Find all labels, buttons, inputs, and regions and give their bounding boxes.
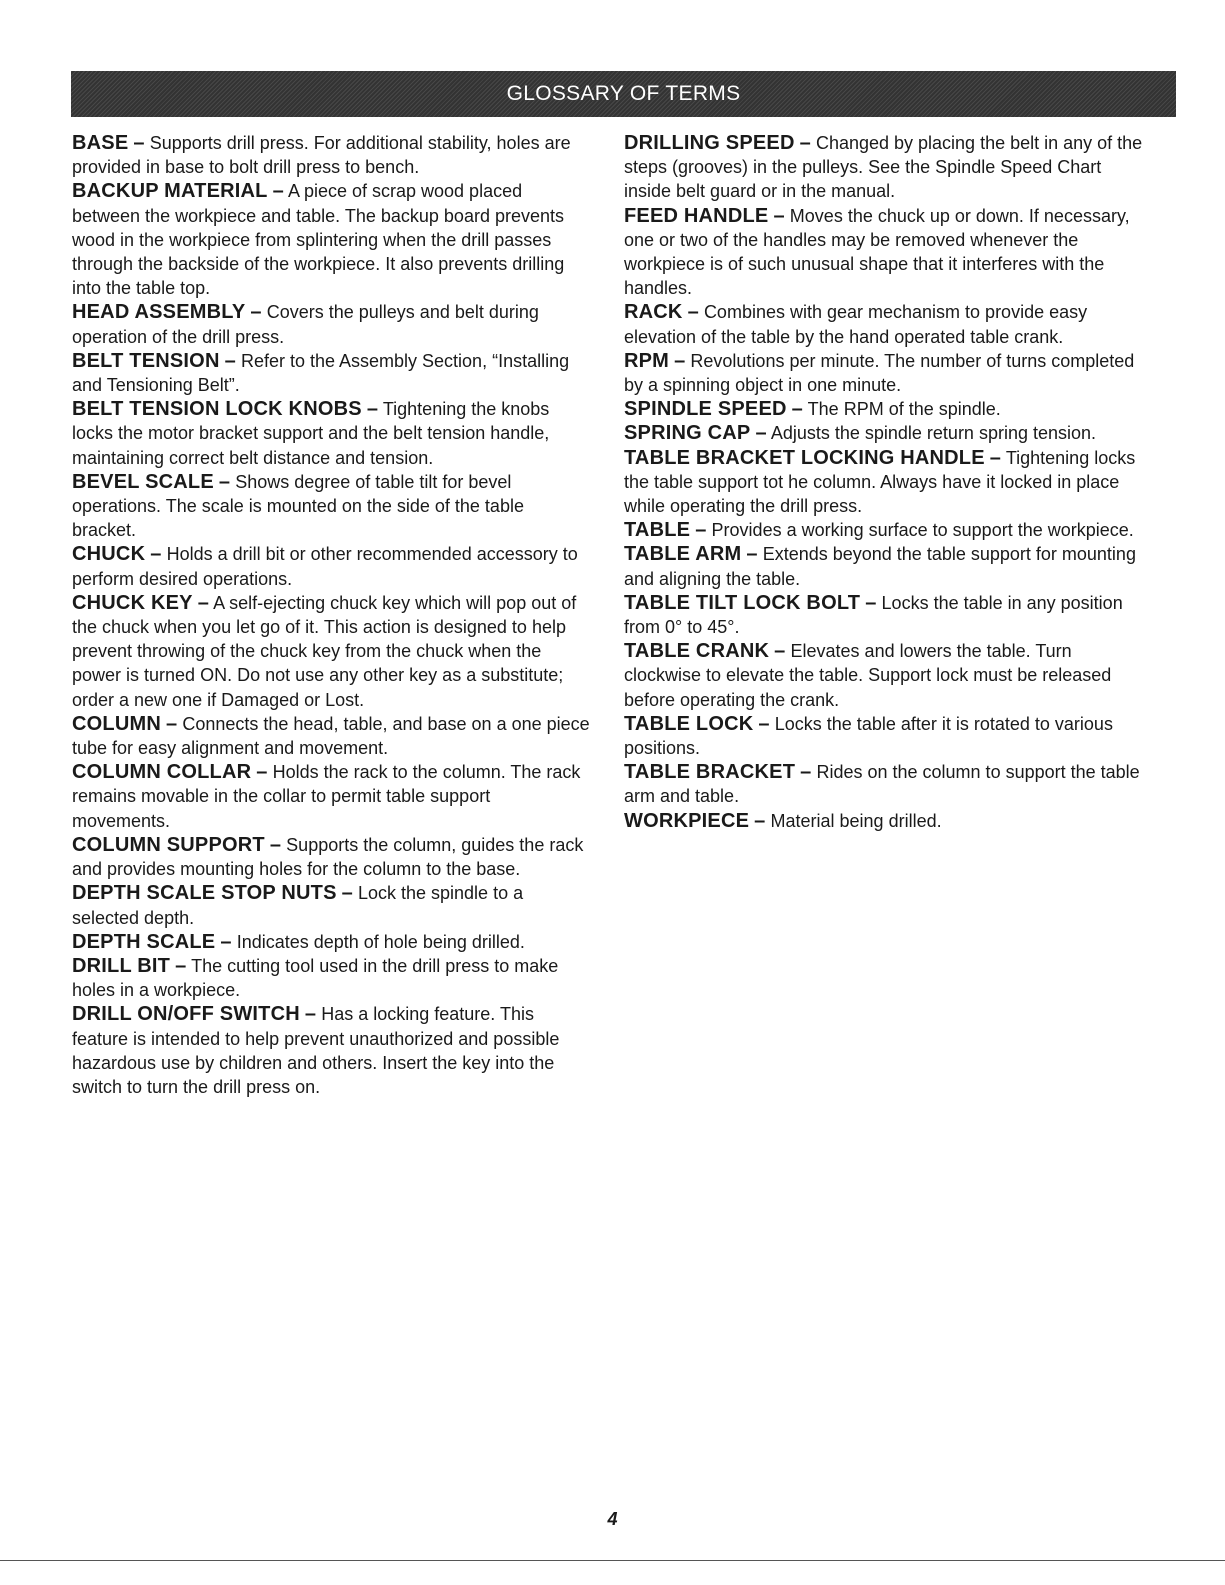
glossary-definition: Indicates depth of hole being drilled. xyxy=(236,931,525,952)
glossary-entry xyxy=(72,954,592,1002)
glossary-definition: Tightening locks the table support tot he column. Always have it locked in place while operating the drill press. xyxy=(624,447,1136,517)
term-dash: – xyxy=(800,761,812,784)
term-dash: – xyxy=(754,809,766,832)
glossary-entry xyxy=(624,542,1150,590)
glossary-entry xyxy=(72,349,592,397)
glossary-definition: The RPM of the spindle. xyxy=(807,399,1001,420)
glossary-definition: Extends beyond the table support for mounting and aligning the table. xyxy=(624,544,1136,589)
glossary-definition: Holds the rack to the column. The rack remains movable in the collar to permit table support movements. xyxy=(72,762,581,831)
bottom-divider xyxy=(0,1560,1225,1561)
glossary-definition: Refer to the Assembly Section, “Installing and Tensioning Belt”. xyxy=(72,350,570,396)
glossary-entry xyxy=(624,397,1150,421)
glossary-definition: Moves the chuck up or down. If necessary, one or two of the handles may be removed whenever the workpiece is of such unusual shape that it interferes with the handles. xyxy=(624,205,1130,299)
glossary-term: BELT TENSION xyxy=(72,349,220,372)
glossary-term: WORKPIECE xyxy=(624,809,750,832)
glossary-term: SPINDLE SPEED xyxy=(624,398,787,421)
glossary-term: DEPTH SCALE STOP NUTS xyxy=(72,882,337,905)
glossary-right-column xyxy=(624,131,1150,833)
term-dash: – xyxy=(341,882,353,905)
glossary-term: HEAD ASSEMBLY xyxy=(72,301,246,324)
term-dash: – xyxy=(269,833,282,856)
term-dash: – xyxy=(774,640,786,663)
glossary-term: BACKUP MATERIAL xyxy=(72,180,268,203)
glossary-left-column xyxy=(72,131,592,1099)
glossary-definition: A piece of scrap wood placed between the workpiece and table. The backup board prevents wood in the workpiece from splintering when the drill passes through the backside of the workpiece. It also prevents drilling into the table top. xyxy=(72,181,565,299)
term-dash: – xyxy=(218,470,231,493)
page-title: GLOSSARY OF TERMS xyxy=(506,82,741,105)
glossary-entry xyxy=(72,179,592,300)
term-dash: – xyxy=(256,761,268,784)
term-dash: – xyxy=(304,1003,317,1026)
term-dash: – xyxy=(250,301,262,324)
glossary-definition: The cutting tool used in the drill press to make holes in a workpiece. xyxy=(72,955,559,1001)
glossary-definition: Locks the table in any position from 0° to 45°. xyxy=(624,592,1123,638)
term-dash: – xyxy=(989,446,1002,469)
glossary-entry xyxy=(624,518,1150,542)
term-dash: – xyxy=(165,712,178,735)
term-dash: – xyxy=(773,204,785,227)
term-dash: – xyxy=(197,591,210,614)
term-dash: – xyxy=(366,398,379,421)
term-dash: – xyxy=(150,543,162,566)
glossary-definition: Supports drill press. For additional stability, holes are provided in base to bolt drill press to bench. xyxy=(72,133,571,178)
glossary-term: DEPTH SCALE xyxy=(72,930,216,953)
glossary-definition: Covers the pulleys and belt during operation of the drill press. xyxy=(72,302,539,347)
term-dash: – xyxy=(175,954,187,977)
glossary-definition: Lock the spindle to a selected depth. xyxy=(72,883,524,928)
term-dash: – xyxy=(791,398,803,421)
glossary-definition: Locks the table after it is rotated to various positions. xyxy=(624,713,1113,759)
glossary-entry xyxy=(624,446,1150,519)
glossary-definition: Shows degree of table tilt for bevel operations. The scale is mounted on the side of the table bracket. xyxy=(72,471,524,541)
term-dash: – xyxy=(746,543,758,566)
term-dash: – xyxy=(865,591,877,614)
glossary-entry xyxy=(72,470,592,543)
glossary-entry xyxy=(624,591,1150,639)
glossary-definition: Has a locking feature. This feature is intended to help prevent unauthorized and possible hazardous use by children and others. Insert the key into the switch to turn the drill press on. xyxy=(72,1004,560,1097)
glossary-definition: Adjusts the spindle return spring tension. xyxy=(770,423,1097,444)
glossary-term: DRILLING SPEED xyxy=(624,132,795,154)
term-dash: – xyxy=(799,132,811,154)
glossary-term: TABLE LOCK xyxy=(624,712,754,735)
page-number: 4 xyxy=(607,1509,618,1529)
glossary-entry xyxy=(624,712,1150,760)
glossary-term: SPRING CAP xyxy=(624,422,751,445)
glossary-entry xyxy=(72,131,592,179)
term-dash: – xyxy=(220,930,232,953)
term-dash: – xyxy=(687,301,699,324)
glossary-entry xyxy=(624,349,1150,397)
glossary-term: COLUMN SUPPORT xyxy=(72,833,265,856)
glossary-definition: Holds a drill bit or other recommended accessory to perform desired operations. xyxy=(72,544,578,589)
glossary-definition: Rides on the column to support the table arm and table. xyxy=(624,762,1140,807)
glossary-definition: Changed by placing the belt in any of the steps (grooves) in the pulleys. See the Spindle Speed Chart inside belt guard or in the manual. xyxy=(624,133,1143,202)
glossary-term: RPM xyxy=(624,349,670,372)
glossary-term: COLUMN xyxy=(72,712,161,735)
glossary-entry xyxy=(72,712,592,760)
glossary-term: CHUCK xyxy=(72,543,146,566)
glossary-term: TABLE BRACKET LOCKING HANDLE xyxy=(624,446,985,469)
glossary-entry xyxy=(72,1002,592,1099)
glossary-term: FEED HANDLE xyxy=(624,204,769,227)
glossary-entry xyxy=(624,421,1150,445)
glossary-definition: Material being drilled. xyxy=(770,810,942,831)
glossary-entry xyxy=(72,300,592,348)
glossary-entry xyxy=(624,131,1150,204)
glossary-term: BASE xyxy=(72,132,129,154)
glossary-term: TABLE BRACKET xyxy=(624,761,796,784)
glossary-term: TABLE TILT LOCK BOLT xyxy=(624,591,861,614)
glossary-term: COLUMN COLLAR xyxy=(72,761,252,784)
term-dash: – xyxy=(674,349,686,372)
glossary-term: TABLE xyxy=(624,519,691,542)
glossary-term: TABLE ARM xyxy=(624,543,742,566)
glossary-entry xyxy=(624,809,1150,833)
glossary-term: BELT TENSION LOCK KNOBS xyxy=(72,398,362,421)
glossary-entry xyxy=(624,204,1150,301)
glossary-entry xyxy=(72,833,592,881)
term-dash: – xyxy=(695,519,707,542)
glossary-entry xyxy=(624,639,1150,712)
glossary-definition: Elevates and lowers the table. Turn clockwise to elevate the table. Support lock must be released before operating the crank. xyxy=(624,641,1112,710)
glossary-definition: Supports the column, guides the rack and provides mounting holes for the column to the base. xyxy=(72,834,584,880)
glossary-definition: Tightening the knobs locks the motor bracket support and the belt tension handle, maintaining correct belt distance and tension. xyxy=(72,399,550,468)
term-dash: – xyxy=(272,180,284,203)
glossary-entry xyxy=(624,760,1150,808)
glossary-term: CHUCK KEY xyxy=(72,591,193,614)
glossary-definition: Connects the head, table, and base on a one piece tube for easy alignment and movement. xyxy=(72,713,590,759)
term-dash: – xyxy=(755,422,767,445)
glossary-entry xyxy=(72,760,592,833)
glossary-entry xyxy=(624,300,1150,348)
glossary-header-band xyxy=(71,71,1176,117)
glossary-definition: Revolutions per minute. The number of turns completed by a spinning object in one minute. xyxy=(624,350,1135,396)
glossary-term: RACK xyxy=(624,301,683,324)
glossary-term: TABLE CRANK xyxy=(624,640,770,663)
glossary-entry xyxy=(72,930,592,954)
term-dash: – xyxy=(224,349,236,372)
glossary-definition: Provides a working surface to support the workpiece. xyxy=(711,520,1134,541)
glossary-term: DRILL BIT xyxy=(72,954,171,977)
glossary-term: BEVEL SCALE xyxy=(72,470,214,493)
term-dash: – xyxy=(133,132,145,154)
glossary-entry xyxy=(72,881,592,929)
glossary-entry xyxy=(72,591,592,712)
glossary-entry xyxy=(72,542,592,590)
glossary-term: DRILL ON/OFF SWITCH xyxy=(72,1003,300,1026)
term-dash: – xyxy=(758,712,770,735)
glossary-entry xyxy=(72,397,592,470)
glossary-definition: Combines with gear mechanism to provide easy elevation of the table by the hand operated table crank. xyxy=(624,302,1088,347)
glossary-definition: A self-ejecting chuck key which will pop out of the chuck when you let go of it. This action is designed to help prevent throwing of the chuck key from the chuck when the power is turned ON. Do not use any other key as a substitute; order a new one if Damaged or Lost. xyxy=(72,592,577,710)
